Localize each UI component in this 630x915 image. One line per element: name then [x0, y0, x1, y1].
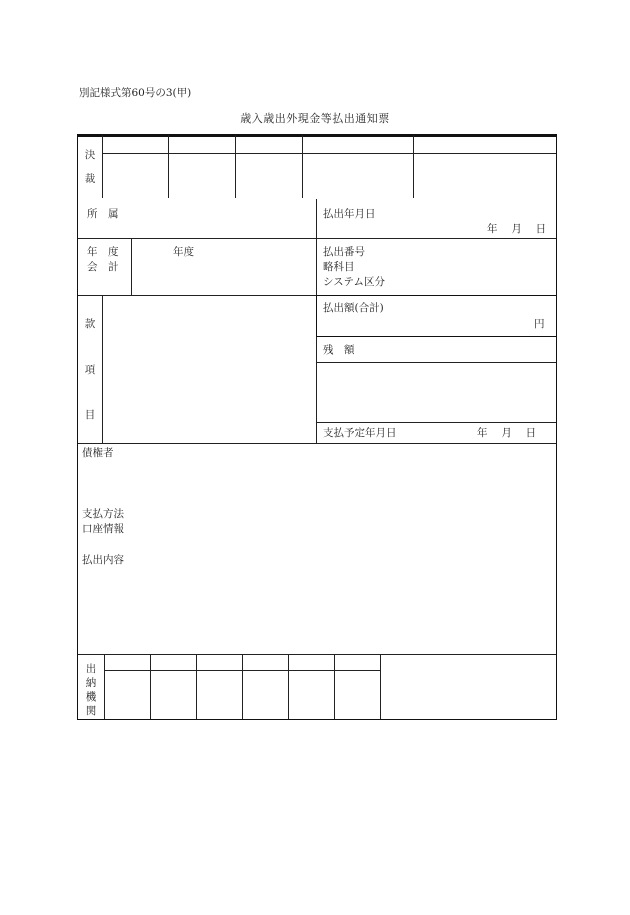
- treasury-col-5: [334, 655, 335, 719]
- treasury-col-1: [150, 655, 151, 719]
- accounting-label: 会 計: [87, 261, 119, 273]
- approval-section-border: [78, 135, 556, 137]
- payout-notice-form: [77, 134, 557, 720]
- scheduled-payment-suffix: 年 月 日: [477, 427, 537, 439]
- approval-header-line: [102, 153, 556, 154]
- affiliation-label: 所 属: [87, 208, 119, 220]
- payout-amount-unit: 円: [534, 318, 545, 330]
- payout-amount-label: 払出額(合計): [323, 302, 384, 314]
- payout-content-label: 払出内容: [82, 554, 124, 566]
- fiscal-label-divider: [131, 239, 132, 295]
- treasury-col-3: [242, 655, 243, 719]
- row-line-creditor: [78, 443, 556, 444]
- creditor-label: 債権者: [82, 447, 114, 459]
- fiscal-year-label: 年 度: [87, 246, 119, 258]
- abbreviated-category-label: 略科目: [323, 261, 355, 273]
- approval-label-top: 決: [84, 149, 96, 161]
- approval-label-bottom: 裁: [84, 173, 96, 185]
- payout-date-suffix: 年 月 日: [487, 223, 547, 235]
- account-info-label: 口座情報: [82, 523, 124, 535]
- treasury-label-3: 機: [85, 691, 97, 703]
- payment-method-label: 支払方法: [82, 508, 124, 520]
- item-label-divider: [102, 296, 103, 443]
- approval-col-2: [235, 135, 236, 198]
- treasury-label-divider: [104, 655, 105, 719]
- fiscal-year-unit: 年度: [173, 246, 194, 258]
- document-title: 歳入歳出外現金等払出通知票: [240, 112, 390, 125]
- treasury-label-4: 関: [85, 705, 97, 717]
- balance-line: [316, 362, 556, 363]
- payout-number-label: 払出番号: [323, 246, 365, 258]
- schedule-line: [316, 422, 556, 423]
- treasury-label-2: 納: [85, 677, 97, 689]
- approval-col-3: [302, 135, 303, 198]
- row-line-affiliation: [78, 238, 556, 239]
- approval-col-4: [413, 135, 414, 198]
- treasury-label-1: 出: [85, 663, 97, 675]
- item-label-1: 款: [84, 318, 96, 330]
- treasury-col-2: [196, 655, 197, 719]
- balance-label: 残 額: [323, 344, 355, 356]
- approval-col-1: [168, 135, 169, 198]
- system-category-label: システム区分: [323, 276, 385, 288]
- form-number: 別記様式第60号の3(甲): [79, 87, 192, 99]
- scheduled-payment-label: 支払予定年月日: [323, 427, 397, 439]
- item-label-2: 項: [84, 364, 96, 376]
- treasury-col-6: [380, 655, 381, 719]
- payout-date-label: 払出年月日: [323, 208, 376, 220]
- item-label-3: 目: [84, 409, 96, 421]
- approval-label-divider: [102, 135, 103, 198]
- treasury-col-4: [288, 655, 289, 719]
